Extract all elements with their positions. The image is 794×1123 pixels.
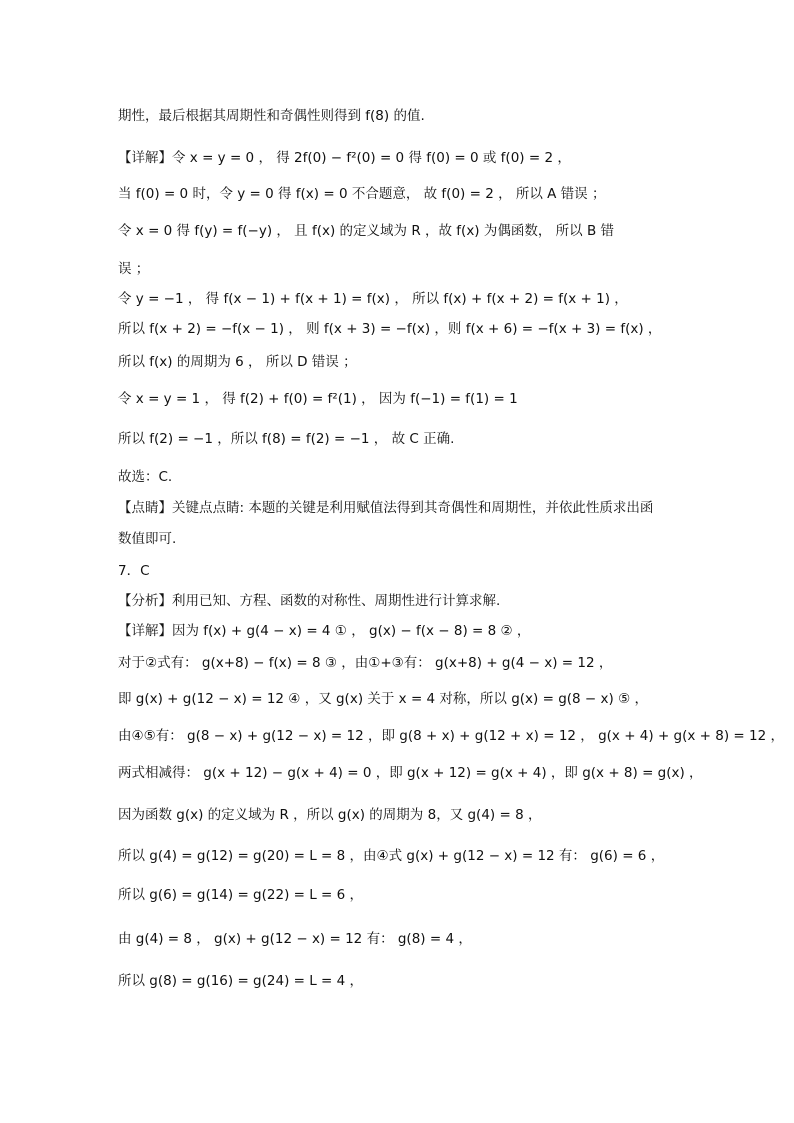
text-line-3: 当 f(0) = 0 时，令 y = 0 得 f(x) = 0 不合题意， 故 f(0) = 2 ， 所以 A 错误 ； [118,186,606,202]
text-line-15: 【分析】利用已知、方程、函数的对称性、周期性进行计算求解. [118,593,501,609]
text-line-18: 即 g(x) + g(12 − x) = 12 ④ ，又 g(x) 关于 x = 4 对称，所以 g(x) = g(8 − x) ⑤ ， [118,691,648,707]
text-line-12: 【点睛】关键点点睛: 本题的关键是利用赋值法得到其奇偶性和周期性，并依此性质求出函 [118,500,654,516]
text-line-6: 令 y = −1 ， 得 f(x − 1) + f(x + 1) = f(x) ， 所以 f(x) + f(x + 2) = f(x + 1) ， [118,291,628,307]
text-line-10: 所以 f(2) = −1 ，所以 f(8) = f(2) = −1 ， 故 C 正确. [118,431,455,447]
text-line-11: 故选：C. [118,469,173,485]
text-line-24: 由 g(4) = 8 ， g(x) + g(12 − x) = 12 有： g(8) = 4 ， [118,931,472,947]
text-line-1: 期性，最后根据其周期性和奇偶性则得到 f(8) 的值. [118,108,425,124]
text-line-9: 令 x = y = 1 ， 得 f(2) + f(0) = f²(1) ， 因为 f(−1) = f(1) = 1 [118,391,518,407]
text-line-7: 所以 f(x + 2) = −f(x − 1) ， 则 f(x + 3) = −f(x) ，则 f(x + 6) = −f(x + 3) = f(x) ， [118,321,662,337]
text-line-21: 因为函数 g(x) 的定义域为 R ，所以 g(x) 的周期为 8，又 g(4) = 8 ， [118,807,542,823]
text-line-14: 7．C [118,563,150,579]
text-line-23: 所以 g(6) = g(14) = g(22) = L = 6 ， [118,887,364,903]
text-line-2: 【详解】令 x = y = 0 ， 得 2f(0) − f²(0) = 0 得 f(0) = 0 或 f(0) = 2 ， [118,150,571,166]
text-line-16: 【详解】因为 f(x) + g(4 − x) = 4 ① ， g(x) − f(x − 8) = 8 ② ， [118,623,531,639]
text-line-8: 所以 f(x) 的周期为 6 ， 所以 D 错误 ； [118,354,357,370]
text-line-4: 令 x = 0 得 f(y) = f(−y) ， 且 f(x) 的定义域为 R ，故 f(x) 为偶函数， 所以 B 错 [118,223,614,239]
text-line-20: 两式相减得： g(x + 12) − g(x + 4) = 0 ，即 g(x + 12) = g(x + 4) ，即 g(x + 8) = g(x) ， [118,765,703,781]
text-line-17: 对于②式有： g(x+8) − f(x) = 8 ③ ，由①+③有： g(x+8) + g(4 − x) = 12 ， [118,655,613,671]
text-line-13: 数值即可. [118,531,177,547]
text-line-25: 所以 g(8) = g(16) = g(24) = L = 4 ， [118,973,364,989]
text-line-22: 所以 g(4) = g(12) = g(20) = L = 8 ，由④式 g(x) + g(12 − x) = 12 有： g(6) = 6 ， [118,848,665,864]
text-line-5: 误 ； [118,261,150,277]
text-line-19: 由④⑤有： g(8 − x) + g(12 − x) = 12 ，即 g(8 + x) + g(12 + x) = 12 ， g(x + 4) + g(x + 8) = 12 ， [118,728,784,744]
